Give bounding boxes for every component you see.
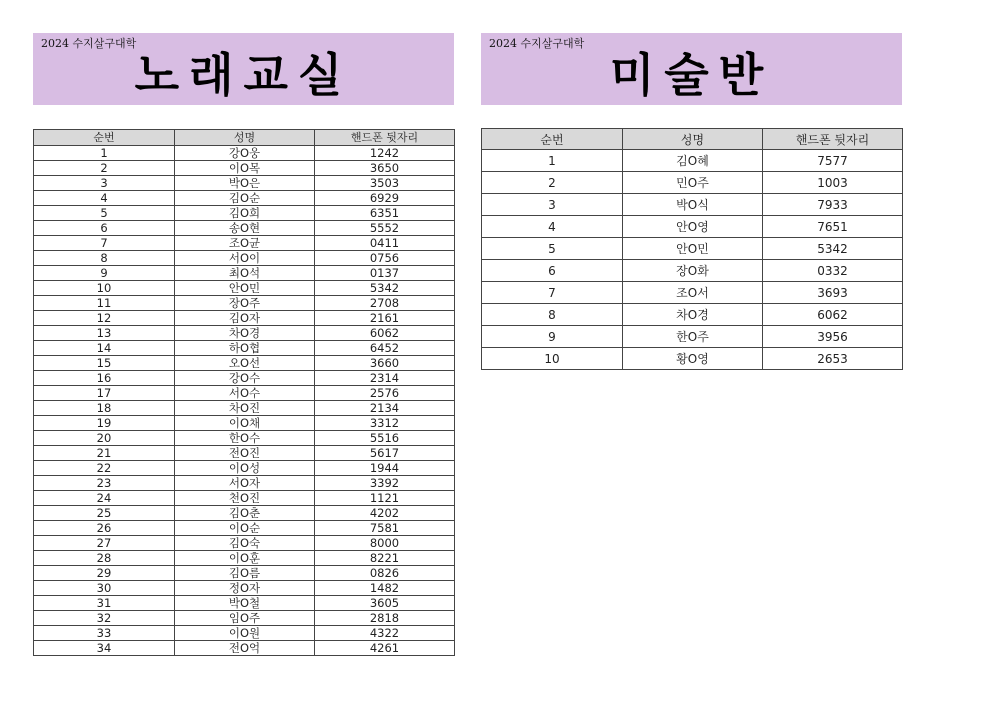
- table-row: [482, 282, 903, 304]
- table-row: [34, 206, 455, 221]
- table-row: [34, 566, 455, 581]
- row-number: 31: [34, 596, 175, 611]
- row-number: 10: [482, 348, 623, 370]
- table-row: [482, 216, 903, 238]
- row-number: 32: [34, 611, 175, 626]
- singing-subtitle: 2024 수지살구대학: [41, 37, 137, 50]
- row-phone-last-digits: 7651: [763, 216, 903, 238]
- row-phone-last-digits: 7577: [763, 150, 903, 172]
- row-phone-last-digits: 0411: [315, 236, 455, 251]
- row-name: 차O경: [623, 304, 763, 326]
- row-name: 정O자: [175, 581, 315, 596]
- table-row: [34, 221, 455, 236]
- row-phone-last-digits: 5516: [315, 431, 455, 446]
- row-number: 1: [482, 150, 623, 172]
- row-number: 13: [34, 326, 175, 341]
- row-name: 이O원: [175, 626, 315, 641]
- row-name: 오O선: [175, 356, 315, 371]
- table-row: [34, 611, 455, 626]
- row-phone-last-digits: 7933: [763, 194, 903, 216]
- row-number: 25: [34, 506, 175, 521]
- row-phone-last-digits: 3312: [315, 416, 455, 431]
- row-phone-last-digits: 6062: [763, 304, 903, 326]
- singing-title: 노래교실: [134, 48, 353, 102]
- row-name: 서O수: [175, 386, 315, 401]
- row-phone-last-digits: 3392: [315, 476, 455, 491]
- row-name: 서O자: [175, 476, 315, 491]
- row-number: 11: [34, 296, 175, 311]
- row-phone-last-digits: 5552: [315, 221, 455, 236]
- table-row: [34, 551, 455, 566]
- row-number: 6: [34, 221, 175, 236]
- row-name: 차O경: [175, 326, 315, 341]
- table-row: [34, 341, 455, 356]
- table-row: [34, 356, 455, 371]
- row-name: 이O채: [175, 416, 315, 431]
- art-title: 미술반: [609, 48, 774, 102]
- row-phone-last-digits: 2161: [315, 311, 455, 326]
- table-header-row: [482, 129, 903, 150]
- row-number: 8: [34, 251, 175, 266]
- row-phone-last-digits: 1944: [315, 461, 455, 476]
- table-header-row: [34, 130, 455, 146]
- row-name: 황O영: [623, 348, 763, 370]
- table-row: [34, 536, 455, 551]
- row-name: 김O자: [175, 311, 315, 326]
- row-phone-last-digits: 3605: [315, 596, 455, 611]
- header-phone: 핸드폰 뒷자리: [315, 130, 455, 146]
- table-row: [34, 176, 455, 191]
- row-name: 전O진: [175, 446, 315, 461]
- row-name: 장O화: [623, 260, 763, 282]
- row-number: 3: [34, 176, 175, 191]
- table-row: [34, 641, 455, 656]
- singing-class-banner: [33, 33, 454, 105]
- row-phone-last-digits: 4322: [315, 626, 455, 641]
- row-number: 8: [482, 304, 623, 326]
- row-number: 20: [34, 431, 175, 446]
- table-row: [34, 506, 455, 521]
- row-number: 9: [482, 326, 623, 348]
- row-name: 최O석: [175, 266, 315, 281]
- table-row: [34, 386, 455, 401]
- row-name: 안O영: [623, 216, 763, 238]
- header-name: 성명: [175, 130, 315, 146]
- art-table-body: [482, 150, 903, 370]
- row-name: 안O민: [175, 281, 315, 296]
- art-roster-table: [481, 128, 903, 370]
- header-number: 순번: [34, 130, 175, 146]
- row-number: 14: [34, 341, 175, 356]
- row-phone-last-digits: 6351: [315, 206, 455, 221]
- table-row: [34, 416, 455, 431]
- row-phone-last-digits: 0332: [763, 260, 903, 282]
- row-name: 장O주: [175, 296, 315, 311]
- art-subtitle: 2024 수지살구대학: [489, 37, 585, 50]
- table-row: [482, 194, 903, 216]
- row-number: 3: [482, 194, 623, 216]
- row-name: 천O진: [175, 491, 315, 506]
- row-number: 17: [34, 386, 175, 401]
- row-phone-last-digits: 5342: [315, 281, 455, 296]
- table-row: [34, 431, 455, 446]
- header-number: 순번: [482, 129, 623, 150]
- row-name: 서O이: [175, 251, 315, 266]
- table-row: [34, 521, 455, 536]
- row-phone-last-digits: 3503: [315, 176, 455, 191]
- row-phone-last-digits: 5617: [315, 446, 455, 461]
- row-phone-last-digits: 6929: [315, 191, 455, 206]
- row-number: 27: [34, 536, 175, 551]
- row-phone-last-digits: 5342: [763, 238, 903, 260]
- row-number: 29: [34, 566, 175, 581]
- row-number: 4: [34, 191, 175, 206]
- row-number: 2: [482, 172, 623, 194]
- row-name: 박O철: [175, 596, 315, 611]
- row-name: 김O순: [175, 191, 315, 206]
- table-row: [34, 461, 455, 476]
- row-phone-last-digits: 2818: [315, 611, 455, 626]
- table-row: [34, 266, 455, 281]
- table-row: [482, 348, 903, 370]
- table-row: [482, 238, 903, 260]
- row-phone-last-digits: 2134: [315, 401, 455, 416]
- table-row: [34, 626, 455, 641]
- row-phone-last-digits: 2314: [315, 371, 455, 386]
- row-number: 33: [34, 626, 175, 641]
- row-number: 16: [34, 371, 175, 386]
- table-row: [34, 311, 455, 326]
- row-number: 5: [482, 238, 623, 260]
- row-number: 23: [34, 476, 175, 491]
- row-phone-last-digits: 0826: [315, 566, 455, 581]
- row-phone-last-digits: 6062: [315, 326, 455, 341]
- row-phone-last-digits: 4261: [315, 641, 455, 656]
- row-number: 10: [34, 281, 175, 296]
- table-row: [482, 172, 903, 194]
- row-phone-last-digits: 6452: [315, 341, 455, 356]
- table-row: [34, 371, 455, 386]
- row-number: 30: [34, 581, 175, 596]
- row-phone-last-digits: 8000: [315, 536, 455, 551]
- table-row: [34, 161, 455, 176]
- row-name: 김O숙: [175, 536, 315, 551]
- row-phone-last-digits: 2708: [315, 296, 455, 311]
- row-name: 박O식: [623, 194, 763, 216]
- row-phone-last-digits: 0756: [315, 251, 455, 266]
- row-phone-last-digits: 8221: [315, 551, 455, 566]
- row-number: 15: [34, 356, 175, 371]
- table-row: [34, 281, 455, 296]
- row-phone-last-digits: 4202: [315, 506, 455, 521]
- row-number: 34: [34, 641, 175, 656]
- row-name: 한O수: [175, 431, 315, 446]
- row-number: 7: [482, 282, 623, 304]
- table-row: [34, 236, 455, 251]
- row-name: 이O성: [175, 461, 315, 476]
- table-row: [34, 296, 455, 311]
- table-row: [34, 401, 455, 416]
- art-class-banner: [481, 33, 902, 105]
- singing-roster-table: [33, 129, 455, 656]
- table-row: [34, 191, 455, 206]
- row-number: 28: [34, 551, 175, 566]
- row-name: 김O혜: [623, 150, 763, 172]
- row-name: 김O름: [175, 566, 315, 581]
- table-row: [34, 476, 455, 491]
- row-phone-last-digits: 2653: [763, 348, 903, 370]
- row-number: 26: [34, 521, 175, 536]
- row-phone-last-digits: 1003: [763, 172, 903, 194]
- row-name: 한O주: [623, 326, 763, 348]
- row-name: 임O주: [175, 611, 315, 626]
- row-name: 조O균: [175, 236, 315, 251]
- row-number: 19: [34, 416, 175, 431]
- row-phone-last-digits: 1121: [315, 491, 455, 506]
- row-phone-last-digits: 3660: [315, 356, 455, 371]
- table-row: [34, 446, 455, 461]
- row-phone-last-digits: 7581: [315, 521, 455, 536]
- table-row: [34, 146, 455, 161]
- row-number: 1: [34, 146, 175, 161]
- row-number: 6: [482, 260, 623, 282]
- row-phone-last-digits: 1242: [315, 146, 455, 161]
- row-number: 24: [34, 491, 175, 506]
- row-phone-last-digits: 3650: [315, 161, 455, 176]
- row-name: 전O억: [175, 641, 315, 656]
- row-phone-last-digits: 3693: [763, 282, 903, 304]
- table-row: [482, 304, 903, 326]
- row-name: 조O서: [623, 282, 763, 304]
- row-name: 강O웅: [175, 146, 315, 161]
- table-row: [34, 491, 455, 506]
- row-number: 5: [34, 206, 175, 221]
- row-number: 9: [34, 266, 175, 281]
- row-number: 18: [34, 401, 175, 416]
- row-name: 이O순: [175, 521, 315, 536]
- row-number: 4: [482, 216, 623, 238]
- table-row: [34, 251, 455, 266]
- row-name: 김O춘: [175, 506, 315, 521]
- row-name: 이O훈: [175, 551, 315, 566]
- row-name: 송O현: [175, 221, 315, 236]
- table-row: [482, 260, 903, 282]
- table-row: [482, 326, 903, 348]
- row-name: 민O주: [623, 172, 763, 194]
- header-name: 성명: [623, 129, 763, 150]
- table-row: [482, 150, 903, 172]
- row-phone-last-digits: 2576: [315, 386, 455, 401]
- row-number: 7: [34, 236, 175, 251]
- row-number: 22: [34, 461, 175, 476]
- row-phone-last-digits: 1482: [315, 581, 455, 596]
- row-name: 김O희: [175, 206, 315, 221]
- row-name: 이O목: [175, 161, 315, 176]
- row-phone-last-digits: 3956: [763, 326, 903, 348]
- row-phone-last-digits: 0137: [315, 266, 455, 281]
- row-number: 2: [34, 161, 175, 176]
- row-number: 12: [34, 311, 175, 326]
- row-name: 안O민: [623, 238, 763, 260]
- table-row: [34, 581, 455, 596]
- row-name: 하O협: [175, 341, 315, 356]
- table-row: [34, 596, 455, 611]
- row-number: 21: [34, 446, 175, 461]
- row-name: 차O진: [175, 401, 315, 416]
- row-name: 박O은: [175, 176, 315, 191]
- table-row: [34, 326, 455, 341]
- singing-table-body: [34, 146, 455, 656]
- row-name: 강O수: [175, 371, 315, 386]
- header-phone: 핸드폰 뒷자리: [763, 129, 903, 150]
